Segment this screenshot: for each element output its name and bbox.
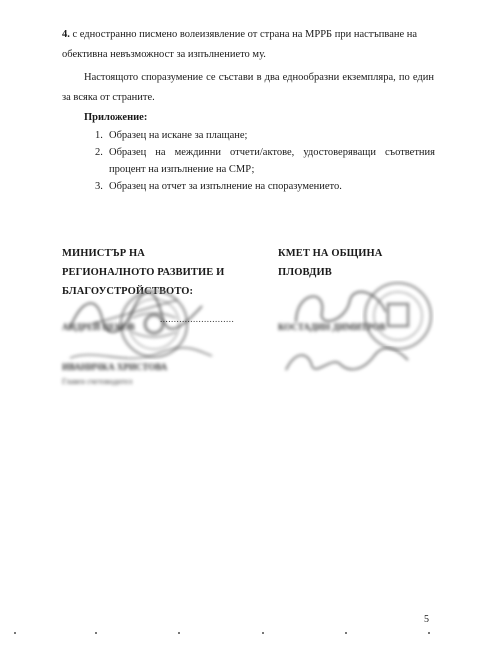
mayor-name: КОСТАДИН ДИМИТРОВ: [278, 322, 386, 332]
scan-marks: [0, 632, 480, 638]
page-number: 5: [424, 614, 429, 625]
annex-list: [95, 127, 435, 195]
clause-4-paragraph: [62, 25, 434, 65]
ministry-title-line2: РЕГИОНАЛНОТО РАЗВИТИЕ И: [62, 267, 225, 278]
accountant-role: Главен счетоводител: [62, 377, 133, 386]
scan-mark: [178, 632, 180, 634]
scan-mark: [95, 632, 97, 634]
scan-mark: [14, 632, 16, 634]
annex-item-number: 1.: [95, 130, 103, 141]
clause-text-line1: с едностранно писмено волеизявление от страна на МРРБ при настъпване на: [72, 29, 418, 40]
ministry-title-line3: БЛАГОУСТРОЙСТВОТО:: [62, 286, 194, 297]
annex-item-number: 3.: [95, 181, 103, 192]
accountant-name: ИВАНИЧКА ХРИСТОВА: [62, 362, 168, 372]
clause-text-line2: обективна невъзможност за изпълнението му.: [62, 49, 266, 60]
annex-item-text: Образец на отчет за изпълнение на споразумението.: [109, 181, 342, 192]
annex-item-text: Образец на междинни отчети/актове, удостоверяващи съответния процент на изпълнение на СМР;: [109, 147, 435, 175]
signature-block-municipality: [278, 244, 428, 282]
copies-paragraph: Настоящото споразумение се състави в два еднообразни екземпляра, по един за всяка от страните.: [62, 72, 434, 103]
mayor-title-line1: КМЕТ НА ОБЩИНА: [278, 248, 383, 259]
annex-item: [95, 144, 435, 178]
annex-item-number: 2.: [95, 147, 103, 158]
mayor-secondary-signature: [282, 346, 412, 378]
annex-item: [95, 127, 435, 144]
scan-mark: [262, 632, 264, 634]
minister-name: АНДРЕЙ ЦЕКОВ: [62, 322, 135, 332]
signature-dotted-line: ...........................: [160, 314, 235, 324]
clause-number: 4.: [62, 29, 70, 40]
scan-mark: [428, 632, 430, 634]
scan-mark: [345, 632, 347, 634]
mayor-title-line2: ПЛОВДИВ: [278, 267, 332, 278]
ministry-title-line1: МИНИСТЪР НА: [62, 248, 145, 259]
annex-item: [95, 178, 435, 195]
annex-title: Приложение:: [84, 112, 148, 123]
annex-item-text: Образец на искане за плащане;: [109, 130, 248, 141]
